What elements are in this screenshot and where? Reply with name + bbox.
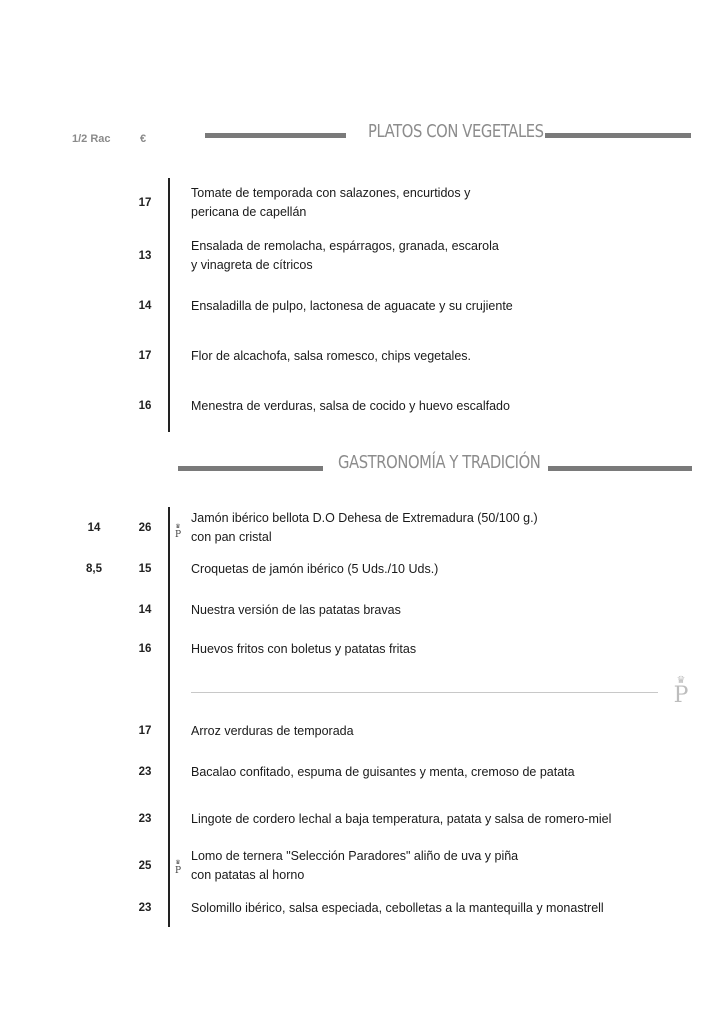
item-price: 23 — [138, 902, 152, 914]
section-title-vegetales: PLATOS CON VEGETALES — [368, 121, 544, 142]
item-price: 23 — [138, 813, 152, 825]
item-description: Lomo de ternera "Selección Paradores" aliño de uva y piña con patatas al horno — [191, 849, 519, 882]
item-price: 14 — [138, 300, 152, 312]
item-price: 14 — [138, 604, 152, 616]
item-price: 17 — [138, 725, 152, 737]
section-divider-line — [168, 178, 170, 432]
section-title-tradicion: GASTRONOMÍA Y TRADICIÓN — [338, 452, 541, 473]
paradores-mark-icon: ♛ P — [174, 523, 182, 540]
section-divider-line — [168, 507, 170, 927]
item-description: Bacalao confitado, espuma de guisantes y menta, cremoso de patata — [191, 765, 575, 779]
item-half-price: 8,5 — [86, 563, 102, 575]
euro-header: € — [140, 133, 147, 145]
item-description: Tomate de temporada con salazones, encurtidos y pericana de capellán — [191, 186, 471, 219]
item-price: 17 — [138, 350, 152, 362]
section-title-bar-right — [545, 133, 691, 138]
item-price: 26 — [138, 522, 152, 534]
item-price: 23 — [138, 766, 152, 778]
item-price: 17 — [138, 197, 152, 209]
item-description: Ensaladilla de pulpo, lactonesa de aguacate y su crujiente — [191, 299, 513, 313]
item-description: Lingote de cordero lechal a baja temperatura, patata y salsa de romero-miel — [191, 812, 612, 826]
section-title-bar-left — [178, 466, 323, 471]
item-price: 16 — [138, 400, 152, 412]
item-description: Croquetas de jamón ibérico (5 Uds./10 Uds.) — [191, 562, 439, 576]
item-description: Menestra de verduras, salsa de cocido y huevo escalfado — [191, 399, 510, 413]
item-price: 16 — [138, 643, 152, 655]
item-description: Nuestra versión de las patatas bravas — [191, 603, 401, 617]
item-description: Solomillo ibérico, salsa especiada, cebolletas a la mantequilla y monastrell — [191, 901, 604, 915]
item-description: Huevos fritos con boletus y patatas fritas — [191, 642, 417, 656]
paradores-logo-icon: ♛ P — [673, 675, 689, 708]
item-description: Ensalada de remolacha, espárragos, granada, escarola y vinagreta de cítricos — [191, 239, 499, 272]
item-description: Arroz verduras de temporada — [191, 724, 354, 738]
item-description: Flor de alcachofa, salsa romesco, chips vegetales. — [191, 349, 471, 363]
section-title-bar-left — [205, 133, 346, 138]
half-portion-header: 1/2 Rac — [72, 133, 111, 145]
item-price: 15 — [138, 563, 152, 575]
item-price: 13 — [138, 250, 152, 262]
item-half-price: 14 — [87, 522, 101, 534]
item-price: 25 — [138, 860, 152, 872]
subsection-separator — [191, 692, 658, 693]
paradores-mark-icon: ♛ P — [174, 859, 182, 876]
section-title-bar-right — [548, 466, 692, 471]
item-description: Jamón ibérico bellota D.O Dehesa de Extremadura (50/100 g.) con pan cristal — [191, 511, 538, 544]
